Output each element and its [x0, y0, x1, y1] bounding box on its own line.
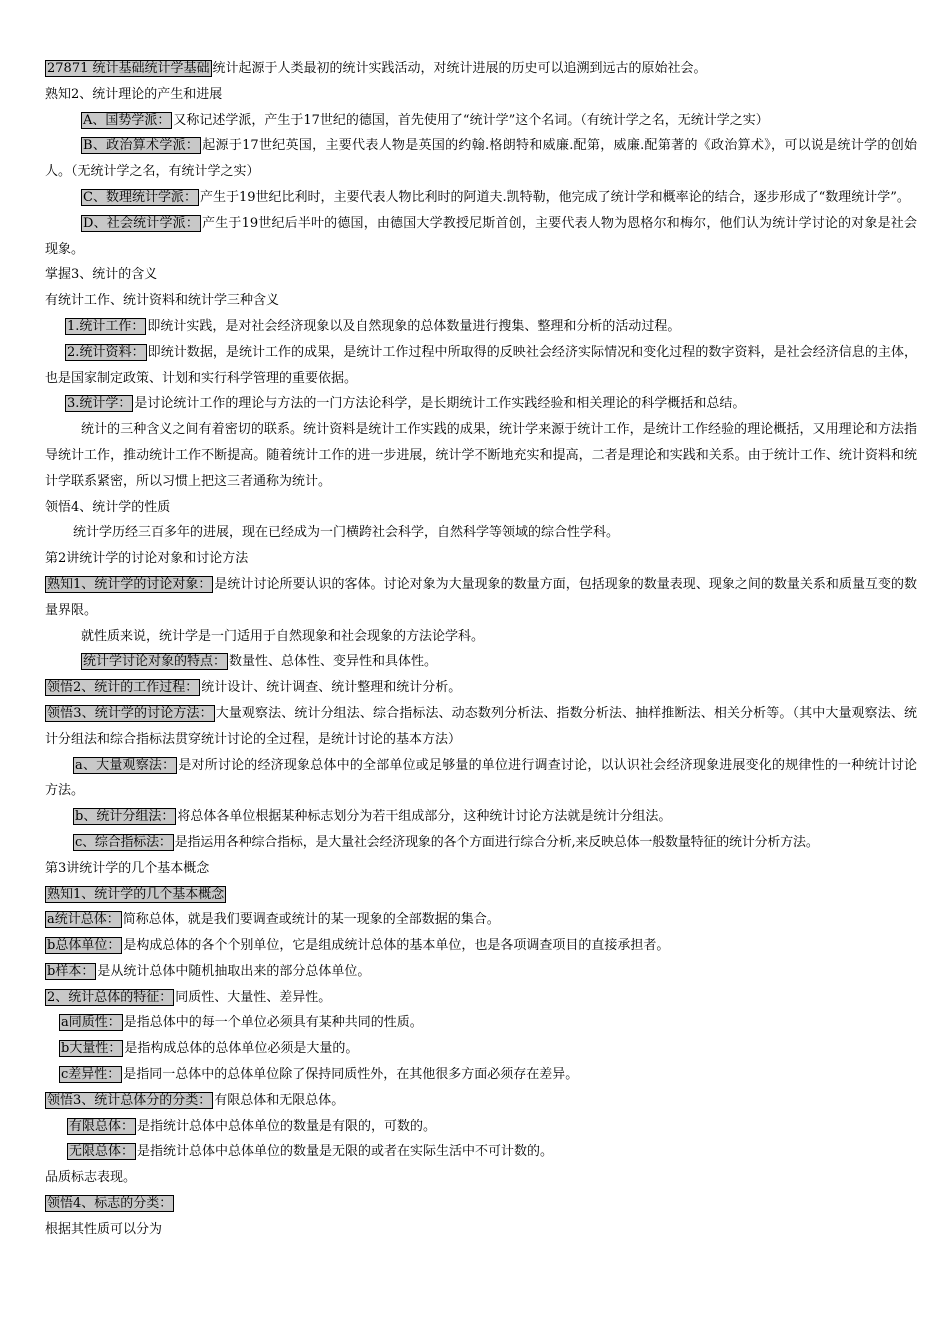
- paragraph-youxian: 有限总体： 是指统计总体中总体单位的数量是有限的，可数的。: [69, 1118, 437, 1134]
- paragraph-tezheng: 2、统计总体的特征： 同质性、大量性、差异性。: [47, 989, 332, 1005]
- paragraph-wuxian: 无限总体： 是指统计总体中总体单位的数量是无限的或者在实际生活中不可计数的。: [69, 1144, 554, 1160]
- paragraph-fenlei: 领悟3、统计总体分的分类： 有限总体和无限总体。: [47, 1092, 345, 1108]
- term-label: C、数理统计学派：: [83, 189, 197, 205]
- term-label: 熟知1、统计学的讨论对象：: [47, 576, 212, 592]
- term-label: 3.统计学：: [67, 396, 132, 412]
- term-label: c差异性：: [61, 1067, 121, 1083]
- paragraph-yangben: b样本： 是从统计总体中随机抽取出来的部分总体单位。: [47, 963, 371, 979]
- chapter-heading: 第3讲统计学的几个基本概念: [45, 860, 210, 876]
- term-label: b大量性：: [61, 1041, 122, 1057]
- paragraph-zongti: a统计总体： 简称总体，就是我们要调查或统计的某一现象的全部数据的集合。: [47, 912, 500, 928]
- paragraph-duixiang: 熟知1、统计学的讨论对象： 是统计讨论所要认识的客体。讨论对象为大量现象的数量方面，包括现象的数量表现、现象之间的数量关系和质量互变的数量界限。: [45, 576, 917, 618]
- term-label: 熟知1、统计学的几个基本概念: [47, 886, 225, 902]
- paragraph-fenzu: b、统计分组法： 将总体各单位根据某种标志划分为若干组成部分，这种统计讨论方法就是统计分组法。: [75, 809, 672, 825]
- section-heading: 掌握3、统计的含义: [45, 267, 158, 283]
- document-title: 27871 统计基础统计学基础: [47, 61, 210, 76]
- chapter-heading: 第2讲统计学的讨论对象和讨论方法: [45, 551, 249, 567]
- term-label: b、统计分组法：: [75, 809, 175, 825]
- paragraph-zonghe: c、综合指标法： 是指运用各种综合指标，是大量社会经济现象的各个方面进行综合分析,来反映总体一般数量特征的统计分析方法。: [75, 834, 819, 850]
- paragraph: 统计的三种含义之间有着密切的联系。统计资料是统计工作实践的成果，统计学来源于统计工作，是统计工作经验的理论概括，又用理论和方法指导统计工作，推动统计工作不断提高。随着统计工作的进一步进展，统计学不断地充实和提高，二者是理论和实践和关系。由于统计工作、统计资料和统计学联系紧密，所以习惯上把这三者通称为统计。: [45, 422, 917, 489]
- term-label: a统计总体：: [47, 912, 120, 928]
- term-label: c、综合指标法：: [75, 834, 172, 850]
- paragraph: 品质标志表现。: [45, 1170, 137, 1186]
- paragraph-daliang: a、大量观察法： 是对所讨论的经济现象总体中的全部单位或足够量的单位进行调查讨论，以认识社会经济现象进展变化的规律性的一种统计讨论方法。: [45, 757, 917, 799]
- term-label: 领悟2、统计的工作过程：: [47, 680, 199, 696]
- term-label: 领悟3、统计学的讨论方法：: [47, 705, 213, 721]
- paragraph-fangfa: 领悟3、统计学的讨论方法： 大量观察法、统计分组法、综合指标法、动态数列分析法、指数分析法、抽样推断法、相关分析等。（其中大量观察法、统计分组法和综合指标法贯穿统计讨论的全过程，是统计讨论的基本方法）: [45, 705, 917, 747]
- paragraph-shuli: C、数理统计学派： 产生于19世纪比利时，主要代表人物比利时的阿道夫.凯特勒，他完成了统计学和概率论的结合，逐步形成了“数理统计学”。: [83, 189, 910, 205]
- paragraph-tongji-ziliao: 2.统计资料： 即统计数据，是统计工作的成果，是统计工作过程中所取得的反映社会经济实际情况和变化过程的数字资料，是社会经济信息的主体，也是国家制定政策、计划和实行科学管理的重要依据。: [45, 344, 917, 386]
- term-label: a同质性：: [61, 1015, 121, 1031]
- term-label: A、国势学派：: [83, 112, 171, 128]
- paragraph-tongji-gongzuo: 1.统计工作： 即统计实践，是对社会经济现象以及自然现象的总体数量进行搜集、整理和分析的活动过程。: [67, 318, 681, 334]
- term-label: b总体单位：: [47, 938, 121, 954]
- term-label: a、大量观察法：: [75, 757, 176, 773]
- term-label: D、社会统计学派：: [83, 215, 200, 231]
- paragraph-guoshi: A、国势学派： 又称记述学派，产生于17世纪的德国，首先使用了“统计学”这个名词。（有统计学之名，无统计学之实）: [83, 112, 769, 128]
- term-label: 2.统计资料：: [67, 344, 145, 360]
- term-label: 领悟4、标志的分类：: [47, 1196, 173, 1212]
- term-label: b样本：: [47, 963, 95, 979]
- paragraph-biaozhi: [45, 1191, 917, 1217]
- paragraph: 就性质来说，统计学是一门适用于自然现象和社会现象的方法论学科。: [81, 628, 485, 644]
- paragraph-tedian: 统计学讨论对象的特点： 数量性、总体性、变异性和具体性。: [83, 654, 438, 670]
- paragraph-guocheng: 领悟2、统计的工作过程： 统计设计、统计调查、统计整理和统计分析。: [47, 680, 462, 696]
- paragraph-tongjixue: 3.统计学： 是讨论统计工作的理论与方法的一门方法论科学，是长期统计工作实践经验和相关理论的科学概括和总结。: [67, 396, 746, 412]
- term-label: B、政治算术学派：: [83, 138, 200, 154]
- paragraph-zhengzhi: B、政治算术学派： 起源于17世纪英国，主要代表人物是英国的约翰.格朗特和威廉.配第，威廉.配第著的《政治算术》，可以说是统计学的创始人。（无统计学之名，有统计学之实）: [45, 138, 917, 180]
- document-body: [45, 56, 917, 1243]
- paragraph: 有统计工作、统计资料和统计学三种含义: [45, 293, 280, 309]
- paragraph-tongzhi: a同质性： 是指总体中的每一个单位必须具有某种共同的性质。: [61, 1015, 423, 1031]
- term-label: 统计学讨论对象的特点：: [83, 654, 227, 670]
- paragraph: 根据其性质可以分为: [45, 1221, 163, 1237]
- term-label: 有限总体：: [69, 1118, 135, 1134]
- paragraph-daliangxing: b大量性： 是指构成总体的总体单位必须是大量的。: [61, 1041, 359, 1057]
- intro-paragraph: 27871 统计基础统计学基础 统计起源于人类最初的统计实践活动，对统计进展的历史可以追溯到远古的原始社会。: [47, 61, 707, 76]
- term-label: 领悟3、统计总体分的分类：: [47, 1092, 212, 1108]
- paragraph-gainian: [45, 882, 917, 908]
- paragraph: 统计学历经三百多年的进展，现在已经成为一门横跨社会科学，自然科学等领域的综合性学科。: [73, 525, 620, 541]
- term-label: 1.统计工作：: [67, 318, 145, 334]
- term-label: 2、统计总体的特征：: [47, 989, 173, 1005]
- term-label: 无限总体：: [69, 1144, 135, 1160]
- paragraph-danwei: b总体单位： 是构成总体的各个个别单位，它是组成统计总体的基本单位，也是各项调查项目的直接承担者。: [47, 938, 670, 954]
- paragraph-shehui: D、社会统计学派： 产生于19世纪后半叶的德国，由德国大学教授尼斯首创，主要代表人物为恩格尔和梅尔，他们认为统计学讨论的对象是社会现象。: [45, 215, 917, 257]
- section-heading: 领悟4、统计学的性质: [45, 499, 171, 515]
- paragraph-chayi: c差异性： 是指同一总体中的总体单位除了保持同质性外，在其他很多方面必须存在差异。: [61, 1067, 579, 1083]
- section-heading: 熟知2、统计理论的产生和进展: [45, 86, 223, 102]
